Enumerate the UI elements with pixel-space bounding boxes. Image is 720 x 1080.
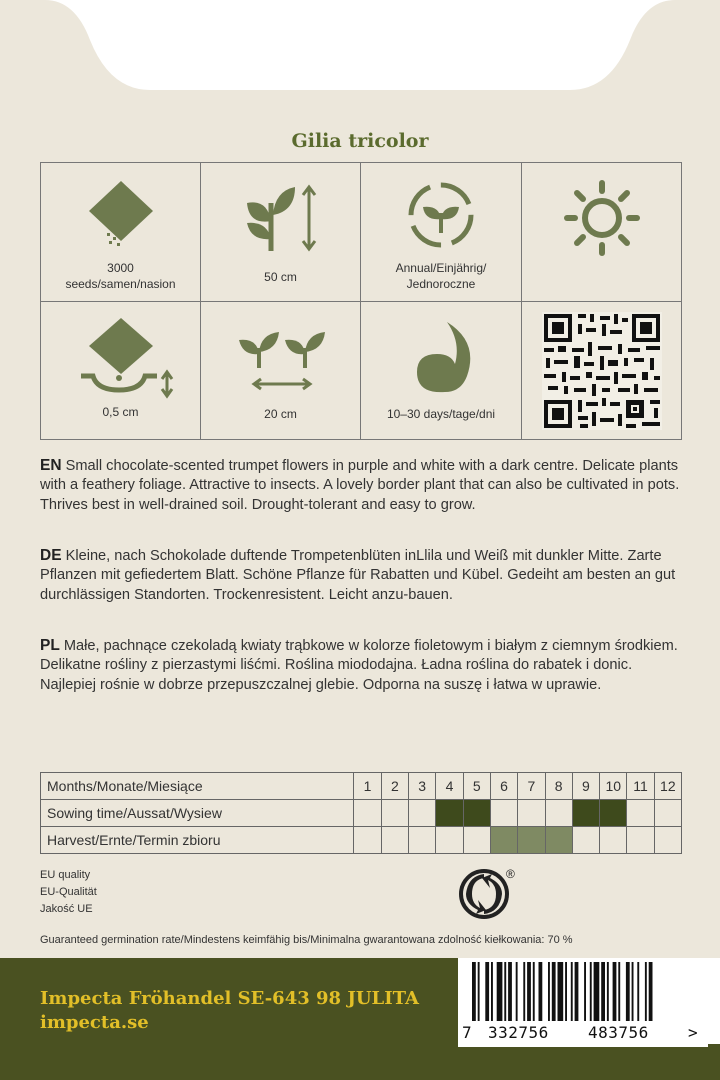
barcode-bar <box>645 962 647 1022</box>
barcode-end-marker: > <box>688 1023 699 1042</box>
hanger-cutout <box>0 0 720 90</box>
cell-sowing-depth <box>41 302 201 439</box>
barcode-digits-right: 483756 <box>588 1023 649 1042</box>
month-3: 3 <box>409 773 436 800</box>
month-6: 6 <box>490 773 517 800</box>
barcode-bar <box>613 962 617 1022</box>
harv-cell-8 <box>545 827 572 854</box>
sow-cell-6 <box>490 800 517 827</box>
month-12: 12 <box>654 773 681 800</box>
eu-quality-pl: Jakość UE <box>40 903 93 915</box>
company-website[interactable]: impecta.se <box>40 1012 149 1033</box>
plant-height-icon <box>201 163 361 273</box>
germination-icon <box>361 302 522 412</box>
sowing-depth-icon <box>41 302 201 412</box>
sow-cell-9 <box>572 800 599 827</box>
barcode-digit-lead: 7 <box>462 1023 473 1042</box>
barcode-bar <box>472 962 476 1022</box>
barcode-bar <box>590 962 592 1022</box>
harv-cell-3 <box>409 827 436 854</box>
sowing-calendar <box>40 772 682 854</box>
month-1: 1 <box>354 773 381 800</box>
barcode-bar <box>533 962 535 1022</box>
lang-code-pl: PL <box>40 637 60 654</box>
description-de-text: Kleine, nach Schokolade duftende Trompetenblüten inLlila und Weiß mit dunkler Mitte. Zarte Pflanzen mit gefiedertem Blatt. Schöne Pflanze für Rabatten und Kübel. Gedeiht am besten an gut durchlässigen Standorten. Trockenresistent. Leicht anzu-bauen. <box>40 548 676 603</box>
barcode-bar <box>558 962 564 1022</box>
barcode-bar <box>539 962 543 1022</box>
qr-code-icon[interactable] <box>522 302 681 439</box>
lang-code-en: EN <box>40 457 62 474</box>
cell-plant-spacing <box>201 302 361 439</box>
sow-cell-2 <box>381 800 408 827</box>
harv-cell-10 <box>600 827 627 854</box>
full-sun-icon <box>522 163 681 273</box>
eu-quality-en: EU quality <box>40 869 91 881</box>
harv-cell-4 <box>436 827 463 854</box>
month-4: 4 <box>436 773 463 800</box>
barcode-bar <box>594 962 600 1022</box>
barcode-digits-left: 332756 <box>488 1023 549 1042</box>
cell-germination <box>361 302 522 439</box>
eu-quality-block <box>40 867 97 918</box>
product-title: Gilia tricolor <box>291 130 429 152</box>
barcode-bar <box>626 962 630 1022</box>
registered-mark: ® <box>506 867 515 881</box>
barcode-bar <box>497 962 503 1022</box>
cell-seed-count <box>41 163 201 302</box>
description-pl-text: Małe, pachnące czekoladą kwiaty trąbkowe w kolorze fioletowym i białym z ciemnym środkiem. Delikatne rośliny z pierzastymi liśćmi. Roślina miododajna. Ładna roślina do rabatek i donic. Najlepiej rośnie w dobrze przepuszczalnej glebie. Odporna na suszę i łatwa w uprawie. <box>40 638 678 693</box>
barcode-bar <box>516 962 518 1022</box>
barcode-bar <box>571 962 573 1022</box>
eu-quality-de: EU-Qualität <box>40 886 97 898</box>
barcode-bar <box>607 962 609 1022</box>
barcode-bar <box>649 962 653 1022</box>
harv-cell-6 <box>490 827 517 854</box>
harv-cell-12 <box>654 827 681 854</box>
harv-cell-11 <box>627 827 654 854</box>
barcode-bar <box>527 962 531 1022</box>
harv-cell-2 <box>381 827 408 854</box>
sowing-depth-caption: 0,5 cm <box>102 405 139 419</box>
company-address: Impecta Fröhandel SE-643 98 JULITA <box>40 988 419 1009</box>
seed-count-caption: 3000 seeds/samen/nasion <box>65 261 176 291</box>
sow-cell-5 <box>463 800 490 827</box>
calendar-harvest-row <box>41 827 682 854</box>
calendar-sowing-row <box>41 800 682 827</box>
barcode-bar <box>548 962 550 1022</box>
plant-spacing-caption: 20 cm <box>264 407 297 421</box>
lang-code-de: DE <box>40 547 62 564</box>
barcode-bar <box>478 962 480 1022</box>
month-5: 5 <box>463 773 490 800</box>
month-7: 7 <box>518 773 545 800</box>
barcode-bar <box>618 962 620 1022</box>
sow-cell-8 <box>545 800 572 827</box>
harvest-label: Harvest/Ernte/Termin zbioru <box>41 827 354 854</box>
plant-spacing-icon <box>201 302 361 412</box>
green-dot-recycle-icon <box>456 864 522 924</box>
month-9: 9 <box>572 773 599 800</box>
barcode-bar <box>565 962 567 1022</box>
months-label: Months/Monate/Miesiące <box>41 773 354 800</box>
barcode-bar <box>575 962 579 1022</box>
barcode-number <box>458 1021 708 1047</box>
annual-cycle-icon <box>361 163 521 273</box>
barcode-bar <box>485 962 489 1022</box>
barcode-bar <box>637 962 639 1022</box>
cell-qr-code <box>522 302 681 439</box>
barcode-bar <box>584 962 586 1022</box>
description-pl <box>40 636 680 695</box>
sow-cell-4 <box>436 800 463 827</box>
barcode-bar <box>523 962 525 1022</box>
cell-sun <box>522 163 681 302</box>
sow-cell-12 <box>654 800 681 827</box>
month-2: 2 <box>381 773 408 800</box>
sow-cell-3 <box>409 800 436 827</box>
barcode-bars <box>458 958 720 1022</box>
germination-caption: 10–30 days/tage/dni <box>386 407 496 421</box>
cell-lifecycle <box>361 163 522 302</box>
barcode-bar <box>632 962 634 1022</box>
sow-cell-10 <box>600 800 627 827</box>
barcode-bar <box>508 962 512 1022</box>
calendar-months-row <box>41 773 682 800</box>
description-en-text: Small chocolate-scented trumpet flowers in purple and white with a dark centre. Delicate plants with a feathery foliage. Attractive to insects. A lovely border plant that can also be cultivated in pots. Thrives best in well-drained soil. Drought-tolerant and easy to grow. <box>40 458 680 513</box>
lifecycle-caption: Annual/Einjährig/ Jednoroczne <box>395 261 487 291</box>
barcode-bar <box>552 962 556 1022</box>
germination-guarantee: Guaranteed germination rate/Mindestens keimfähig bis/Minimalna gwarantowana zdolność kiełkowania: 70 % <box>40 934 573 946</box>
sow-cell-7 <box>518 800 545 827</box>
harv-cell-9 <box>572 827 599 854</box>
sow-cell-1 <box>354 800 381 827</box>
description-de <box>40 546 680 605</box>
month-8: 8 <box>545 773 572 800</box>
icon-grid <box>40 162 682 440</box>
month-10: 10 <box>600 773 627 800</box>
harv-cell-7 <box>518 827 545 854</box>
harv-cell-1 <box>354 827 381 854</box>
barcode-bar <box>491 962 493 1022</box>
cell-plant-height <box>201 163 361 302</box>
sowing-label: Sowing time/Aussat/Wysiew <box>41 800 354 827</box>
month-11: 11 <box>627 773 654 800</box>
harv-cell-5 <box>463 827 490 854</box>
seed-packet-icon <box>41 163 201 273</box>
barcode-bar <box>504 962 506 1022</box>
barcode-bar <box>601 962 605 1022</box>
sow-cell-11 <box>627 800 654 827</box>
plant-height-caption: 50 cm <box>264 270 297 284</box>
description-en <box>40 456 680 515</box>
